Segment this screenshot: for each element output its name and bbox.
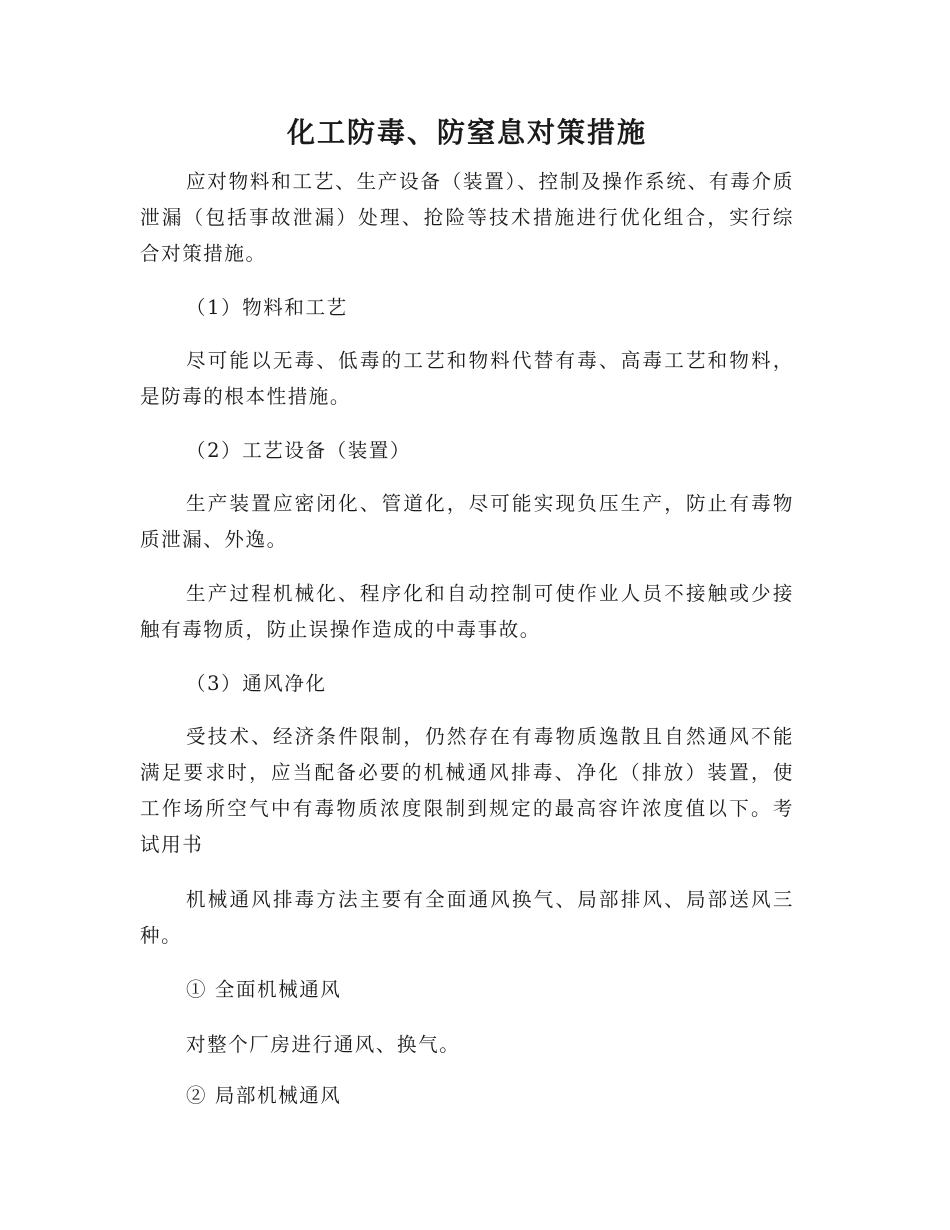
section-heading-equipment: （2）工艺设备（装置）: [186, 439, 412, 462]
paragraph-general-ventilation: 对整个厂房进行通风、换气。: [186, 1033, 461, 1056]
paragraph-ventilation: 受技术、经济条件限制，仍然存在有毒物质逸散且自然通风不能满足要求时，应当配备必要的机械通风排毒、净化（排放）装置，使工作场所空气中有毒物质浓度限制到规定的最高容许浓度值以下。考试用书: [140, 725, 794, 856]
subheading-local-ventilation: ② 局部机械通风: [186, 1084, 342, 1107]
section-heading-materials: （1）物料和工艺: [186, 296, 348, 319]
paragraph-materials: 尽可能以无毒、低毒的工艺和物料代替有毒、高毒工艺和物料，是防毒的根本性措施。: [140, 349, 794, 408]
paragraph-equipment-automation: 生产过程机械化、程序化和自动控制可使作业人员不接触或少接触有毒物质，防止误操作造成的中毒事故。: [140, 582, 794, 641]
subheading-general-ventilation: ① 全面机械通风: [186, 978, 342, 1001]
paragraph-ventilation-methods: 机械通风排毒方法主要有全面通风换气、局部排风、局部送风三种。: [140, 888, 794, 947]
document-title: 化工防毒、防窒息对策措施: [286, 116, 647, 149]
intro-paragraph: 应对物料和工艺、生产设备（装置）、控制及操作系统、有毒介质泄漏（包括事故泄漏）处理、抢险等技术措施进行优化组合，实行综合对策措施。: [140, 170, 794, 265]
section-heading-ventilation: （3）通风净化: [186, 672, 327, 695]
paragraph-equipment-sealed: 生产装置应密闭化、管道化，尽可能实现负压生产，防止有毒物质泄漏、外逸。: [140, 492, 794, 551]
